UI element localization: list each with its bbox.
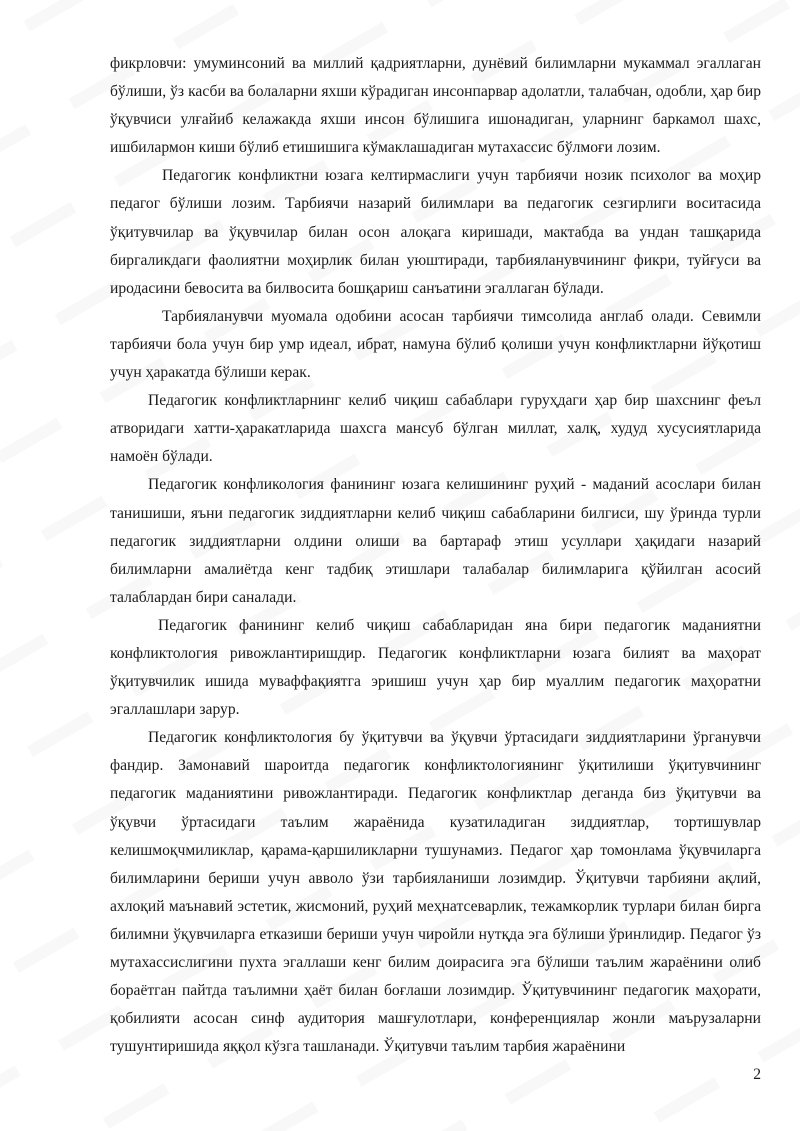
page-number: 2 xyxy=(753,1066,761,1083)
paragraph: Педагогик конфликология фанининг юзага келишининг руҳий - маданий асослари билан танишиши, яъни педагогик зиддиятларни келиб чиқиш сабабларини билгиси, шу ўринда турли педагогик зиддиятларни олдини олиши ва бартараф этиш усуллари ҳақидаги назарий билимларни амалиётда кенг тадбиқ этишлари талабалар билимларига қўйилган асосий талаблардан бири саналади. xyxy=(110,476,761,606)
paragraph: фикрловчи: умуминсоний ва миллий қадриятларни, дунёвий билимларни мукаммал эгаллаган бўлиши, ўз касби ва болаларни яхши кўрадиган инсонпарвар адолатли, талабчан, одобли, ҳар бир ўқувчиси улғайиб келажакда яхши инсон бўлишига ишонадиган, уларнинг баркамол шахс, ишбилармон киши бўлиб етишишига кўмаклашадиган мутахассис бўлмоғи лозим. xyxy=(110,55,761,157)
paragraph: Тарбияланувчи муомала одобини асосан тарбиячи тимсолида англаб олади. Севимли тарбиячи бола учун бир умр идеал, ибрат, намуна бўлиб қолиши учун конфликтларни йўқотиш учун ҳаракатда бўлиши керак. xyxy=(110,307,761,382)
paragraph: Педагогик конфликтларнинг келиб чиқиш сабаблари гуруҳдаги ҳар бир шахснинг феъл атворидаги хатти-ҳаракатларида шахсга мансуб бўлган миллат, халқ, худуд хусусиятларида намоён бўлади. xyxy=(110,392,761,466)
paragraph: Педагогик конфликтни юзага келтирмаслиги учун тарбиячи нозик психолог ва моҳир педагог бўлиши лозим. Тарбиячи назарий билимлари ва педагогик сезгирлиги воситасида ўқитувчилар ва ўқувчилар билан осон алоқага киришади, мактабда ва ундан ташқарида биргаликдаги фаолиятни моҳирлик билан уюштиради, тарбияланувчининг фикри, туйғуси ва иродасини бевосита ва билвосита бошқариш санъатини эгаллаган бўлади. xyxy=(110,167,761,297)
document-body xyxy=(110,50,761,1061)
paragraph: Педагогик фанининг келиб чиқиш сабабларидан яна бири педагогик маданиятни конфликтология ривожлантиришдир. Педагогик конфликтларни юзага билият ва маҳорат ўқитувчилик ишида муваффақиятга эришиш учун ҳар бир муаллим педагогик маҳоратни эгаллашлари зарур. xyxy=(110,616,761,719)
paragraph: Педагогик конфликтология бу ўқитувчи ва ўқувчи ўртасидаги зиддиятларини ўрганувчи фандир. Замонавий шароитда педагогик конфликтологиянинг ўқитилиши ўқитувчининг педагогик маданиятини ривожлантиради. Педагогик конфликтлар деганда биз ўқитувчи ва ўқувчи ўртасидаги таълим жараёнида кузатиладиган зиддиятлар, тортишувлар келишмоқчмиликлар, қарама-қаршиликларни тушунамиз. Педагог ҳар томонлама ўқувчиларга билимларини бериши учун авволо ўзи тарбияланиши лозимдир. Ўқитувчи тарбияни ақлий, ахлоқий маънавий эстетик, жисмоний, руҳий меҳнатсеварлик, тежамкорлик турлари билан бирга билимни ўқувчиларга етказиши бериши учун чиройли нутқда эга бўлиши ўринлидир. Педагог ўз мутахассислигини пухта эгаллаши кенг билим доирасига эга бўлиши таълим жараёнини олиб бораётган пайтда таълимни ҳаёт билан боғлаши лозимдир. Ўқитувчининг педагогик маҳорати, қобилияти асосан синф аудитория машғулотлари, конференциялар жонли маърузаларни тушунтиришида яққол кўзга ташланади. Ўқитувчи таълим тарбия жараёнини xyxy=(110,729,761,1056)
